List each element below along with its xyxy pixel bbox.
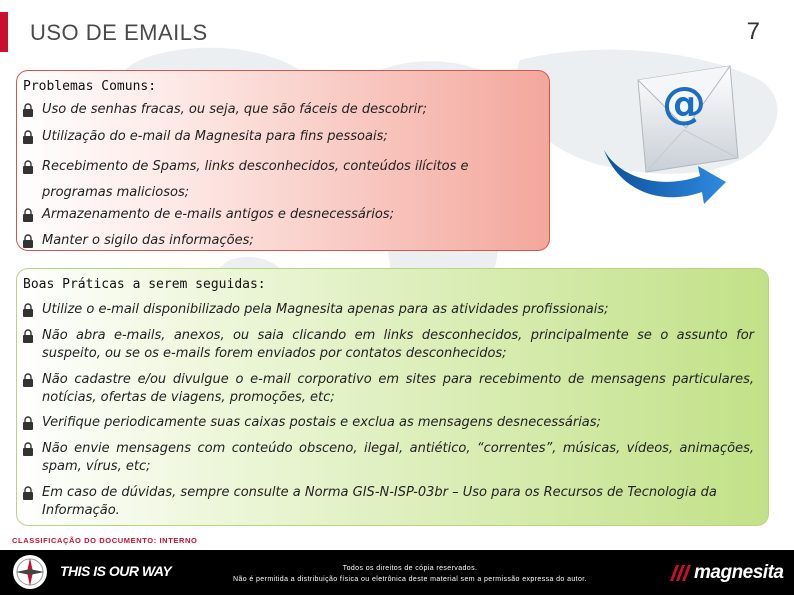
padlock-icon xyxy=(22,486,34,500)
copyright-line-2: Não é permitida a distribuição física ou eletrônica deste material sem a permissão expressa do autor. xyxy=(232,576,587,583)
padlock-icon xyxy=(22,208,34,222)
problem-item-text: Armazenamento de e-mails antigos e desnecessários; xyxy=(42,207,394,222)
padlock-icon xyxy=(22,416,34,430)
copyright-notice xyxy=(180,563,640,585)
padlock-icon xyxy=(22,130,34,144)
practice-item-text: Em caso de dúvidas, sempre consulte a Norma GIS-N-ISP-03br – Uso para os Recursos de Tecnologia da Informação. xyxy=(42,485,717,518)
svg-text:@: @ xyxy=(662,78,706,129)
problem-item-text: Manter o sigilo das informações; xyxy=(42,233,254,248)
brand-name: magnesita xyxy=(694,562,784,583)
page-number: 7 xyxy=(746,18,760,45)
document-classification: CLASSIFICAÇÃO DO DOCUMENTO: INTERNO xyxy=(12,536,198,545)
padlock-icon xyxy=(22,160,34,174)
practice-item xyxy=(22,327,762,363)
copyright-line-1: Todos os direitos de cópia reservados. xyxy=(342,565,478,572)
practice-item xyxy=(22,440,762,476)
email-envelope-at-icon xyxy=(600,58,740,208)
brand-logo xyxy=(668,562,783,584)
problem-item xyxy=(22,154,512,206)
padlock-icon xyxy=(22,234,34,248)
problem-item-text: Utilização do e-mail da Magnesita para fins pessoais; xyxy=(42,129,388,144)
padlock-icon xyxy=(22,303,34,317)
practice-item-text: Não cadastre e/ou divulgue o e-mail corporativo em sites para recebimento de mensagens particulares, notícias, ofertas de viagens, promoções, etc; xyxy=(42,372,754,405)
padlock-icon xyxy=(22,103,34,117)
practice-item xyxy=(22,301,762,319)
problem-item-text: Recebimento de Spams, links desconhecidos, conteúdos ilícitos e programas maliciosos; xyxy=(42,159,469,200)
practice-item-text: Verifique periodicamente suas caixas postais e exclua as mensagens desnecessárias; xyxy=(42,415,601,430)
practice-item-text: Não abra e-mails, anexos, ou saia clicando em links desconhecidos, principalmente se o assunto for suspeito, ou se os e-mails forem enviados por contatos desconhecidos; xyxy=(42,328,754,361)
padlock-icon xyxy=(22,329,34,343)
problem-item xyxy=(22,128,542,146)
padlock-icon xyxy=(22,373,34,387)
good-practices-heading: Boas Práticas a serem seguidas: xyxy=(23,277,266,292)
practice-item xyxy=(22,371,762,407)
page-title: USO DE EMAILS xyxy=(30,20,208,45)
problem-item-text: Uso de senhas fracas, ou seja, que são fáceis de descobrir; xyxy=(42,102,427,117)
practice-item-text: Utilize o e-mail disponibilizado pela Magnesita apenas para as atividades profissionais; xyxy=(42,302,609,317)
footer-slogan: THIS IS OUR WAY xyxy=(60,563,172,579)
practice-item xyxy=(22,484,762,520)
compass-badge-icon xyxy=(10,553,50,591)
practice-item-text: Não envie mensagens com conteúdo obsceno, ilegal, antiético, “correntes”, músicas, vídeos, animações, spam, vírus, etc; xyxy=(42,441,754,474)
common-problems-heading: Problemas Comuns: xyxy=(23,79,157,94)
problem-item xyxy=(22,232,542,250)
problem-item xyxy=(22,101,542,119)
problem-item xyxy=(22,206,542,224)
padlock-icon xyxy=(22,442,34,456)
title-accent-bar xyxy=(0,12,8,52)
magnesita-logo-icon xyxy=(668,563,692,583)
practice-item xyxy=(22,414,762,432)
